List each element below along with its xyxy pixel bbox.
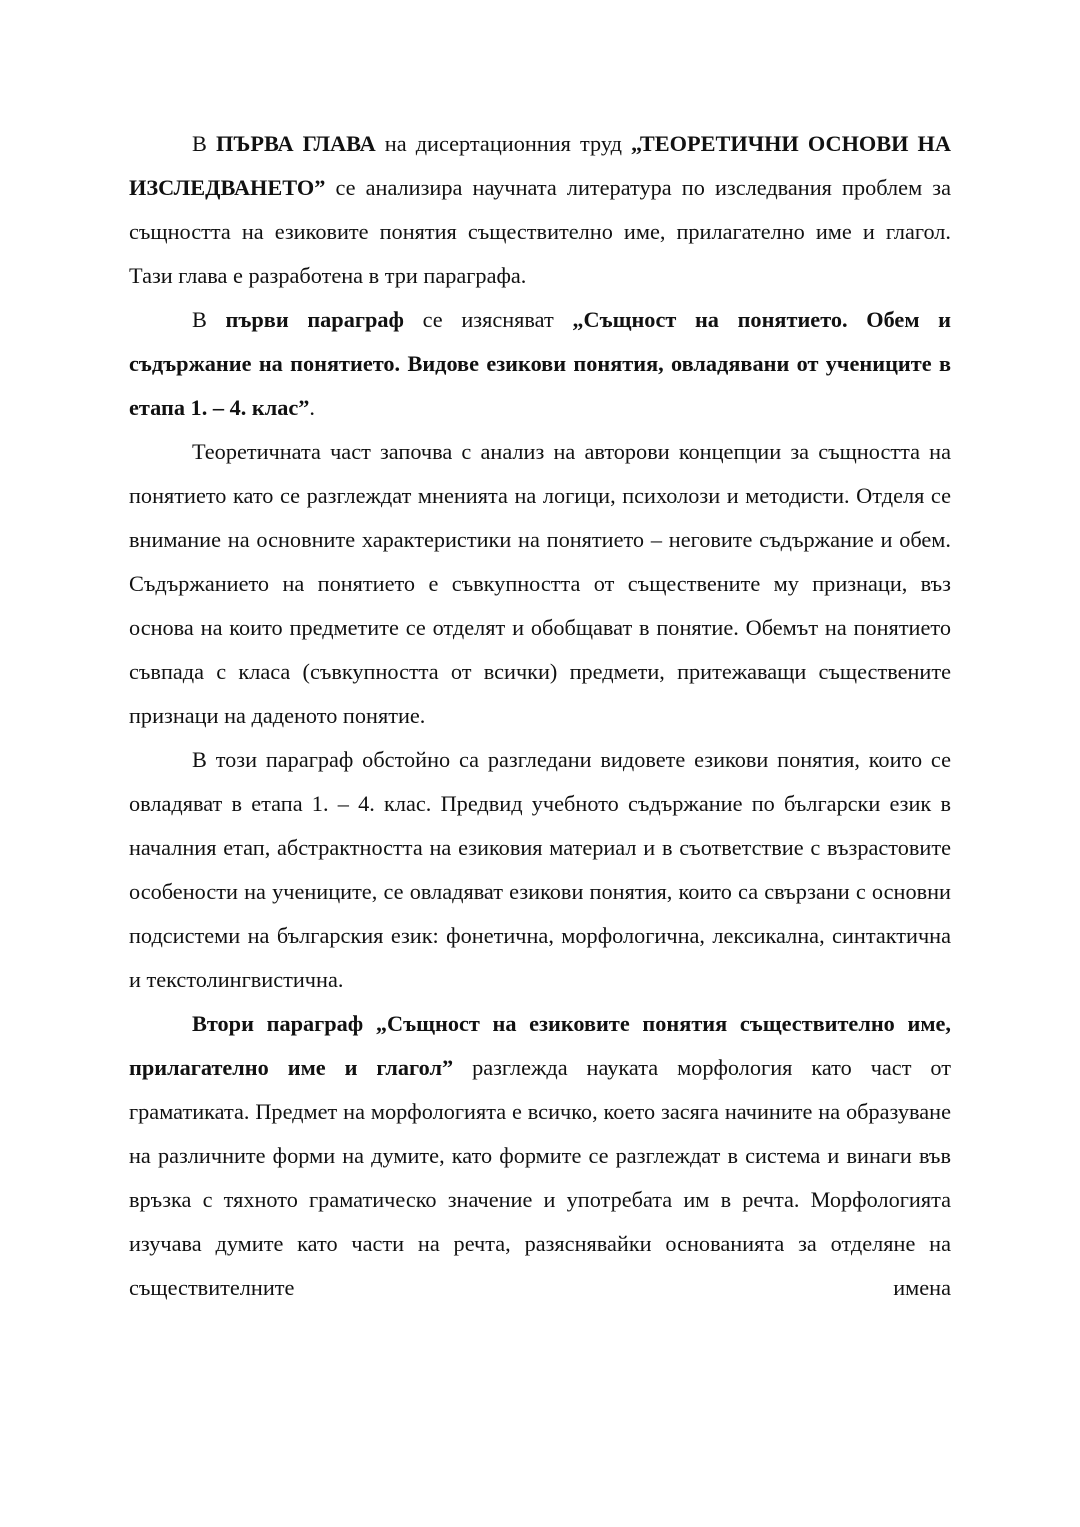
paragraph-text: В [192, 307, 226, 332]
paragraph-chapter-one-intro [129, 122, 951, 298]
paragraph-text: на дисертационния труд [375, 131, 632, 156]
chapter-label: ПЪРВА ГЛАВА [215, 131, 376, 156]
paragraph-language-concepts [129, 738, 951, 1002]
chapter-title: „ТЕОРЕТИЧНИ ОСНОВИ НА ИЗСЛЕДВАНЕТО” [129, 131, 951, 200]
section-label: първи параграф [225, 307, 404, 332]
section-title: Втори параграф „Същност на езиковите понятия съществително име, прилагателно име и глагол” [129, 1011, 951, 1080]
paragraph-text: В [192, 131, 216, 156]
paragraph-first-section [129, 298, 951, 430]
paragraph-text: Теоретичната част започва с анализ на авторови концепции за същността на понятието като се разглеждат мненията на логици, психолози и методисти. Отделя се внимание на основните характеристики на понятието – неговите съдържание и обем. Съдържанието на понятието е съвкупността от съществените му признаци, въз основа на които предметите се отделят и обобщават в понятие. Обемът на понятието съвпада с класа (съвкупността от всички) предмети, притежаващи съществените признаци на даденото понятие. [129, 439, 951, 728]
paragraph-text: В този параграф обстойно са разгледани видовете езикови понятия, които се овладяват в етапа 1. – 4. клас. Предвид учебното съдържание по български език в началния етап, абстрактността на езиковия материал и в съответствие с възрастовите особености на учениците, се овладяват езикови понятия, които са свързани с основни подсистеми на българския език: фонетична, морфологична, лексикална, синтактична и текстолингвистична. [129, 747, 951, 992]
document-page [129, 122, 951, 1310]
paragraph-text: се анализира научната литература по изследвания проблем за същността на езиковите понятия съществително име, прилагателно име и глагол. Тази глава е разработена в три параграфа. [129, 175, 951, 288]
paragraph-second-section [129, 1002, 951, 1310]
paragraph-text: . [309, 395, 315, 420]
section-title: „Същност на понятието. Обем и съдържание на понятието. Видове езикови понятия, овладявани от учениците в етапа 1. – 4. клас” [129, 307, 952, 420]
paragraph-theory [129, 430, 951, 738]
paragraph-text: се изясняват [403, 307, 573, 332]
paragraph-text: разглежда науката морфология като част от граматиката. Предмет на морфологията е всичко, което засяга начините на образуване на различните форми на думите, като формите се разглеждат в система и винаги във връзка с тяхното граматическо значение и употребата им в речта. Морфологията изучава думите като части на речта, разяснявайки основанията за отделяне на съществителните имена [129, 1055, 951, 1300]
